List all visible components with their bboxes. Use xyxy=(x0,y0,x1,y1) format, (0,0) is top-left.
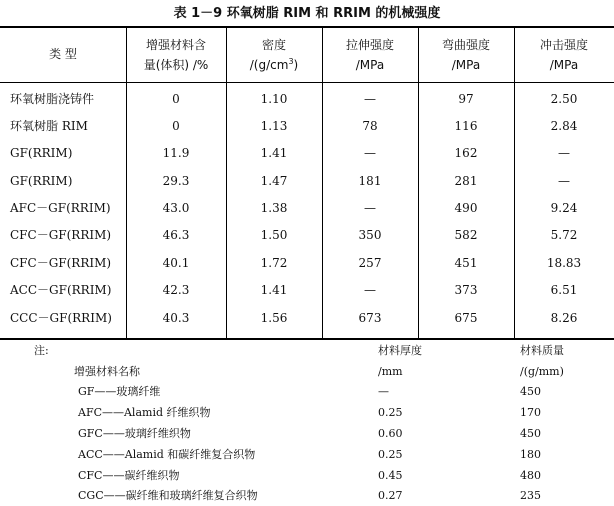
cell-type: CCC－GF(RRIM) xyxy=(10,311,112,325)
cell-density: 1.10 xyxy=(260,92,288,106)
header-density-line2 xyxy=(226,58,322,72)
note-thickness: 0.60 xyxy=(378,427,403,440)
cell-flexural: 582 xyxy=(454,228,478,242)
notes-head-thickness-unit: /mm xyxy=(378,365,403,378)
header-flexural-line2: /MPa xyxy=(451,58,481,72)
cell-filler: 0 xyxy=(172,119,180,133)
note-mass: 450 xyxy=(520,385,541,398)
notes-head-name: 增强材料名称 xyxy=(74,365,140,378)
note-mass: 170 xyxy=(520,406,541,419)
cell-density: 1.38 xyxy=(260,201,288,215)
note-material-name: CGC——碳纤维和玻璃纤维复合织物 xyxy=(78,489,258,502)
header-density-exponent: 3 xyxy=(288,57,294,66)
header-type: 类 型 xyxy=(49,47,77,61)
cell-tensile: 257 xyxy=(358,256,382,270)
notes-head-mass: 材料质量 xyxy=(520,344,564,357)
note-material-name: ACC——Alamid 和碳纤维复合织物 xyxy=(78,448,256,461)
cell-filler: 29.3 xyxy=(162,174,190,188)
note-material-name: GFC——玻璃纤维织物 xyxy=(78,427,191,440)
table-caption: 表 1－9 环氧树脂 RIM 和 RRIM 的机械强度 xyxy=(173,6,441,21)
cell-flexural: 675 xyxy=(454,311,478,325)
cell-type: 环氧树脂浇铸件 xyxy=(10,92,95,106)
cell-impact: 2.50 xyxy=(550,92,578,106)
cell-flexural: 373 xyxy=(454,283,478,297)
cell-impact: 9.24 xyxy=(550,201,578,215)
cell-tensile: 181 xyxy=(358,174,382,188)
cell-filler: 40.1 xyxy=(162,256,190,270)
note-thickness: 0.25 xyxy=(378,448,403,461)
cell-tensile: 350 xyxy=(358,228,382,242)
note-mass: 180 xyxy=(520,448,541,461)
cell-density: 1.47 xyxy=(260,174,288,188)
header-tensile-line2: /MPa xyxy=(355,58,385,72)
cell-type: AFC－GF(RRIM) xyxy=(10,201,111,215)
cell-tensile: — xyxy=(364,92,376,106)
cell-density: 1.72 xyxy=(260,256,288,270)
cell-tensile: 78 xyxy=(362,119,378,133)
header-impact-line2: /MPa xyxy=(549,58,579,72)
cell-tensile: — xyxy=(364,283,376,297)
cell-density: 1.50 xyxy=(260,228,288,242)
note-mass: 235 xyxy=(520,489,541,502)
cell-impact: 5.72 xyxy=(550,228,578,242)
cell-flexural: 116 xyxy=(454,119,478,133)
cell-type: GF(RRIM) xyxy=(10,174,73,188)
header-filler-line2: 量(体积) /% xyxy=(143,58,209,72)
cell-flexural: 451 xyxy=(454,256,478,270)
cell-filler: 40.3 xyxy=(162,311,190,325)
cell-impact: 6.51 xyxy=(550,283,578,297)
cell-filler: 46.3 xyxy=(162,228,190,242)
cell-tensile: 673 xyxy=(358,311,382,325)
cell-impact: 2.84 xyxy=(550,119,578,133)
cell-flexural: 490 xyxy=(454,201,478,215)
cell-filler: 11.9 xyxy=(162,146,190,160)
note-mass: 450 xyxy=(520,427,541,440)
header-impact-line1: 冲击强度 xyxy=(539,38,588,52)
notes-head-thickness: 材料厚度 xyxy=(378,344,422,357)
note-thickness: 0.27 xyxy=(378,489,403,502)
header-density-unit-close: ) xyxy=(293,58,299,72)
header-density-unit: /(g/cm xyxy=(249,58,289,72)
cell-tensile: — xyxy=(364,146,376,160)
table-top-rule xyxy=(0,26,614,28)
cell-filler: 43.0 xyxy=(162,201,190,215)
cell-impact: 8.26 xyxy=(550,311,578,325)
notes-label: 注: xyxy=(34,344,49,357)
cell-impact: — xyxy=(558,174,570,188)
header-density-line1: 密度 xyxy=(261,38,286,52)
cell-type: 环氧树脂 RIM xyxy=(10,119,88,133)
cell-type: CFC－GF(RRIM) xyxy=(10,256,112,270)
header-tensile-line1: 拉伸强度 xyxy=(345,38,394,52)
cell-flexural: 162 xyxy=(454,146,478,160)
cell-density: 1.41 xyxy=(260,146,288,160)
header-filler-line1: 增强材料含 xyxy=(145,38,206,52)
cell-filler: 0 xyxy=(172,92,180,106)
cell-density: 1.41 xyxy=(260,283,288,297)
note-mass: 480 xyxy=(520,469,541,482)
header-flexural-line1: 弯曲强度 xyxy=(441,38,490,52)
note-material-name: AFC——Alamid 纤维织物 xyxy=(78,406,211,419)
notes-head-mass-unit: /(g/mm) xyxy=(520,365,564,378)
cell-flexural: 281 xyxy=(454,174,478,188)
cell-type: CFC－GF(RRIM) xyxy=(10,228,112,242)
header-bottom-rule xyxy=(0,82,614,83)
cell-type: GF(RRIM) xyxy=(10,146,73,160)
cell-density: 1.13 xyxy=(260,119,288,133)
note-thickness: 0.25 xyxy=(378,406,403,419)
cell-density: 1.56 xyxy=(260,311,288,325)
cell-type: ACC－GF(RRIM) xyxy=(10,283,112,297)
cell-impact: 18.83 xyxy=(546,256,582,270)
note-thickness: — xyxy=(378,385,389,398)
note-material-name: GF——玻璃纤维 xyxy=(78,385,161,398)
cell-filler: 42.3 xyxy=(162,283,190,297)
cell-flexural: 97 xyxy=(458,92,474,106)
table-bottom-rule xyxy=(0,338,614,340)
note-material-name: CFC——碳纤维织物 xyxy=(78,469,180,482)
cell-tensile: — xyxy=(364,201,376,215)
cell-impact: — xyxy=(558,146,570,160)
note-thickness: 0.45 xyxy=(378,469,403,482)
